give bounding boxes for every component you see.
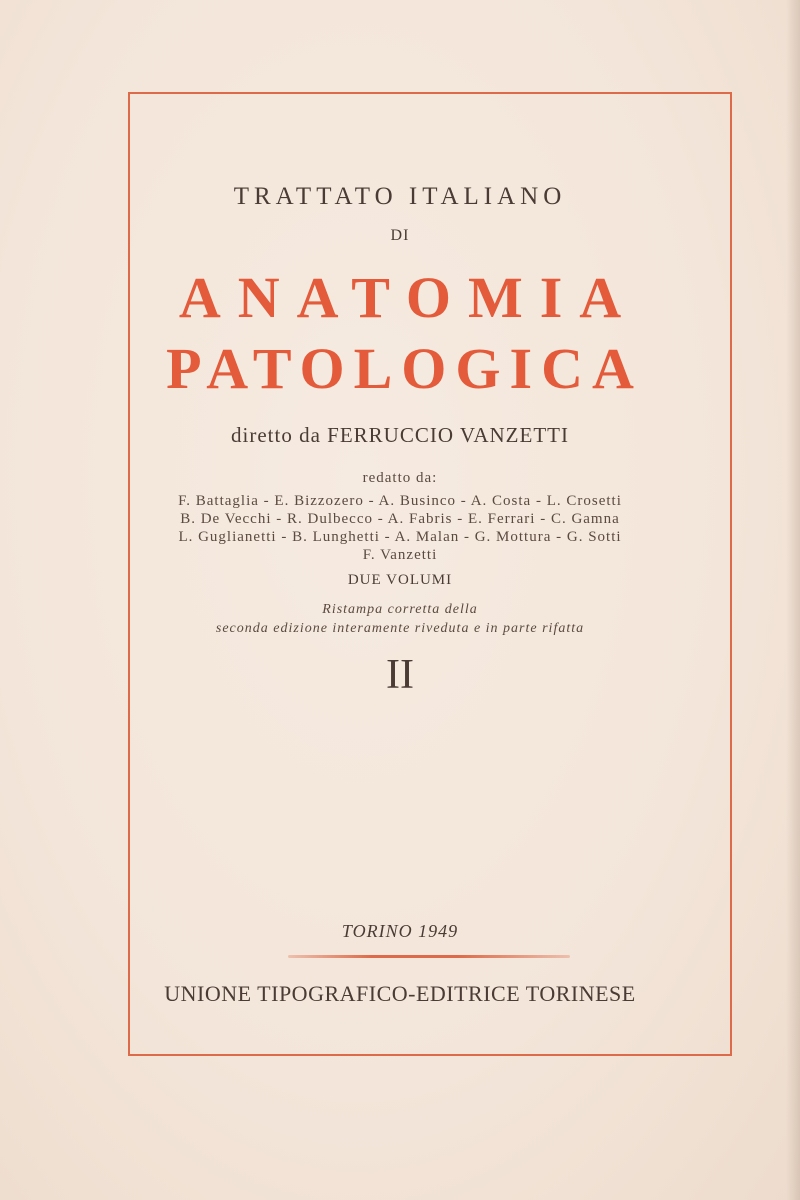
ornamental-rule: [288, 955, 570, 958]
authors-line-1: F. Battaglia - E. Bizzozero - A. Businco - A. Costa - L. Crosetti: [178, 493, 622, 509]
authors-line-2: B. De Vecchi - R. Dulbecco - A. Fabris - E. Ferrari - C. Gamna: [180, 511, 620, 527]
edition-note-line2: seconda edizione interamente riveduta e in parte rifatta: [215, 621, 585, 636]
place-and-year: TORINO 1949: [341, 921, 459, 941]
edited-by-label: redatto da:: [362, 470, 438, 486]
main-title-line2: PATOLOGICA: [166, 336, 643, 401]
volumes-count: DUE VOLUMI: [347, 572, 453, 588]
edition-note-line1: Ristampa corretta della: [322, 602, 478, 617]
authors-line-3: L. Guglianetti - B. Lunghetti - A. Malan - G. Mottura - G. Sotti: [178, 529, 622, 545]
volume-number: II: [386, 652, 414, 698]
spine-shadow: [786, 0, 800, 1200]
director-line: diretto da FERRUCCIO VANZETTI: [231, 423, 569, 447]
authors-line-4: F. Vanzetti: [362, 547, 438, 563]
series-title: TRATTATO ITALIANO: [233, 183, 567, 210]
series-di: DI: [390, 227, 410, 244]
main-title-line1: ANATOMIA: [178, 265, 639, 330]
publisher-name: UNIONE TIPOGRAFICO-EDITRICE TORINESE: [164, 981, 636, 1006]
